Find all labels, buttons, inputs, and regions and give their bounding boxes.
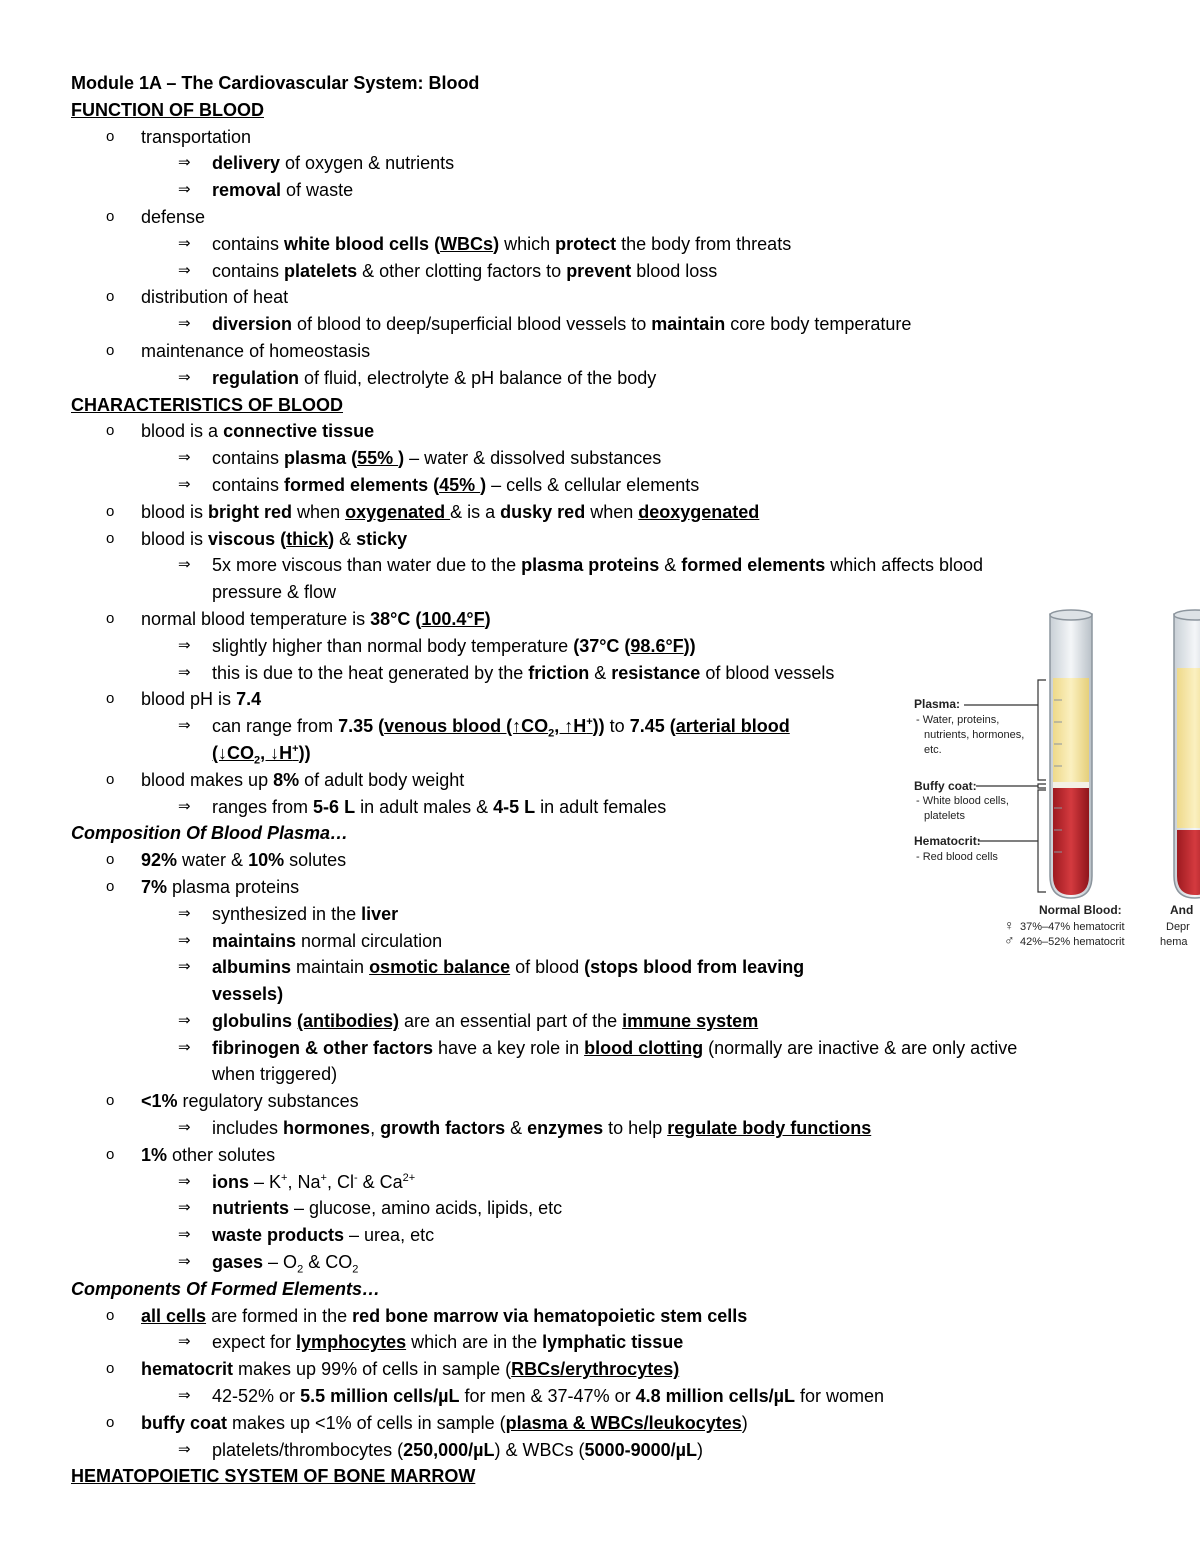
list-item: o blood is a connective tissue: [71, 418, 1196, 445]
bullet-icon: o: [106, 1413, 115, 1431]
red-blood-cell-layer: [1053, 788, 1089, 895]
list-item: ⇒ platelets/thrombocytes (250,000/µL) & WBCs (5000-9000/µL): [71, 1437, 1196, 1464]
plasma-desc-line: etc.: [924, 744, 942, 756]
list-item: o 92% water & 10% solutes: [71, 847, 1196, 874]
arrow-icon: ⇒: [178, 797, 191, 815]
arrow-icon: ⇒: [178, 368, 191, 386]
list-item: o transportation: [71, 124, 1196, 151]
arrow-icon: ⇒: [178, 958, 191, 976]
buffy-desc-line: - White blood cells,: [916, 795, 1009, 807]
list-item: o hematocrit makes up 99% of cells in sample (RBCs/erythrocytes): [71, 1356, 1196, 1383]
list-item: ⇒ albumins maintain osmotic balance of blood (stops blood from leaving: [71, 954, 1196, 981]
list-item: ⇒ delivery of oxygen & nutrients: [71, 150, 1196, 177]
arrow-icon: ⇒: [178, 234, 191, 252]
bullet-icon: o: [106, 529, 115, 547]
normal-blood-label: Normal Blood:: [1039, 903, 1122, 917]
second-tube-label: And: [1170, 903, 1194, 917]
subheading-plasma-composition: Composition Of Blood Plasma…: [71, 823, 349, 844]
list-item: ⇒ regulation of fluid, electrolyte & pH balance of the body: [71, 365, 1196, 392]
list-item: ⇒ contains plasma (55% ) – water & dissolved substances: [71, 445, 1196, 472]
arrow-icon: ⇒: [178, 717, 191, 735]
list-item: o blood makes up 8% of adult body weight: [71, 767, 1196, 794]
second-rbc-layer: [1177, 830, 1200, 895]
bullet-icon: o: [106, 770, 115, 788]
bullet-icon: o: [106, 851, 115, 869]
list-item: o blood is bright red when oxygenated & is a dusky red when deoxygenated: [71, 499, 1196, 526]
list-item: ⇒ synthesized in the liver: [71, 901, 1196, 928]
list-item: ⇒ includes hormones, growth factors & enzymes to help regulate body functions: [71, 1115, 1196, 1142]
male-icon: ♂: [1004, 932, 1015, 948]
arrow-icon: ⇒: [178, 904, 191, 922]
list-item: o <1% regulatory substances: [71, 1088, 1196, 1115]
arrow-icon: ⇒: [178, 475, 191, 493]
list-item: o distribution of heat: [71, 284, 1196, 311]
list-item: ⇒ ranges from 5-6 L in adult males & 4-5 L in adult females: [71, 794, 1196, 821]
arrow-icon: ⇒: [178, 181, 191, 199]
arrow-icon: ⇒: [178, 449, 191, 467]
arrow-icon: ⇒: [178, 1038, 191, 1056]
bullet-icon: o: [106, 690, 115, 708]
second-tube-rim: [1174, 610, 1200, 620]
list-item: ⇒ waste products – urea, etc: [71, 1222, 1196, 1249]
list-item: o defense: [71, 204, 1196, 231]
list-item: ⇒ contains platelets & other clotting factors to prevent blood loss: [71, 258, 1196, 285]
list-item-continuation: vessels): [212, 984, 284, 1005]
buffy-coat-label: Buffy coat:: [914, 779, 977, 793]
bullet-icon: o: [106, 609, 115, 627]
arrow-icon: ⇒: [178, 636, 191, 654]
arrow-icon: ⇒: [178, 154, 191, 172]
male-hematocrit: 42%–52% hematocrit: [1020, 936, 1125, 948]
hematocrit-label: Hematocrit:: [914, 834, 981, 848]
bullet-icon: o: [106, 207, 115, 225]
list-item: ⇒ ions – K+, Na+, Cl- & $Ca^{2+}$: [71, 1169, 1196, 1196]
list-item-continuation: pressure & flow: [212, 582, 337, 603]
list-item: ⇒ gases – $O_2$ & $CO_2$: [71, 1249, 1196, 1276]
second-tube-desc: Depr: [1166, 921, 1190, 933]
hematocrit-desc: - Red blood cells: [916, 851, 998, 863]
arrow-icon: ⇒: [178, 1119, 191, 1137]
list-item: ⇒ contains formed elements (45% ) – cells & cellular elements: [71, 472, 1196, 499]
list-item: ⇒ diversion of blood to deep/superficial blood vessels to maintain core body temperature: [71, 311, 1196, 338]
list-item-continuation: ($↓CO_2$, ↓H+)): [212, 742, 311, 767]
arrow-icon: ⇒: [178, 663, 191, 681]
list-item: ⇒ nutrients – glucose, amino acids, lipids, etc: [71, 1195, 1196, 1222]
arrow-icon: ⇒: [178, 1387, 191, 1405]
arrow-icon: ⇒: [178, 315, 191, 333]
blood-test-tube-figure: [908, 608, 1200, 953]
arrow-icon: ⇒: [178, 931, 191, 949]
list-item: ⇒ fibrinogen & other factors have a key role in blood clotting (normally are inactive & are only active: [71, 1035, 1196, 1062]
buffy-coat-layer: [1053, 782, 1089, 788]
bullet-icon: o: [106, 502, 115, 520]
second-tube-desc: hema: [1160, 936, 1188, 948]
section-heading-hematopoietic: HEMATOPOIETIC SYSTEM OF BONE MARROW: [71, 1466, 476, 1487]
section-heading-function: FUNCTION OF BLOOD: [71, 99, 264, 120]
list-item: o all cells are formed in the red bone marrow via hematopoietic stem cells: [71, 1303, 1196, 1330]
subheading-formed-elements: Components Of Formed Elements…: [71, 1278, 381, 1299]
section-heading-characteristics: CHARACTERISTICS OF BLOOD: [71, 394, 343, 415]
plasma-desc-line: - Water, proteins,: [916, 714, 1000, 726]
list-item: o 1% other solutes: [71, 1142, 1196, 1169]
list-item: ⇒ globulins (antibodies) are an essential part of the immune system: [71, 1008, 1196, 1035]
arrow-icon: ⇒: [178, 1226, 191, 1244]
list-item: ⇒ can range from 7.35 (venous blood ($↑CO_2$, ↑H+)) to 7.45 (arterial blood: [71, 713, 1196, 740]
tube-rim: [1050, 610, 1092, 620]
bullet-icon: o: [106, 1092, 115, 1110]
bullet-icon: o: [106, 1145, 115, 1163]
arrow-icon: ⇒: [178, 1333, 191, 1351]
bullet-icon: o: [106, 422, 115, 440]
buffy-desc-line: platelets: [924, 810, 965, 822]
bullet-icon: o: [106, 341, 115, 359]
female-hematocrit: 37%–47% hematocrit: [1020, 921, 1125, 933]
plasma-desc-line: nutrients, hormones,: [924, 729, 1025, 741]
list-item: o blood is viscous (thick) & sticky: [71, 526, 1196, 553]
bullet-icon: o: [106, 1306, 115, 1324]
arrow-icon: ⇒: [178, 1199, 191, 1217]
list-item: ⇒ expect for lymphocytes which are in the lymphatic tissue: [71, 1329, 1196, 1356]
bullet-icon: o: [106, 288, 115, 306]
plasma-label: Plasma:: [914, 697, 961, 711]
arrow-icon: ⇒: [178, 1011, 191, 1029]
arrow-icon: ⇒: [178, 556, 191, 574]
list-item: ⇒ contains white blood cells (WBCs) which protect the body from threats: [71, 231, 1196, 258]
list-item: ⇒ slightly higher than normal body temperature (37°C (98.6°F)): [71, 633, 1196, 660]
list-item: ⇒ 42-52% or 5.5 million cells/µL for men & 37-47% or 4.8 million cells/µL for women: [71, 1383, 1196, 1410]
list-item: o maintenance of homeostasis: [71, 338, 1196, 365]
arrow-icon: ⇒: [178, 1172, 191, 1190]
list-item-continuation: when triggered): [212, 1064, 338, 1085]
list-item: o blood pH is 7.4: [71, 686, 1196, 713]
arrow-icon: ⇒: [178, 1253, 191, 1271]
female-icon: ♀: [1004, 917, 1015, 933]
list-item: ⇒ removal of waste: [71, 177, 1196, 204]
second-plasma-layer: [1177, 668, 1200, 828]
bullet-icon: o: [106, 1360, 115, 1378]
document-title: Module 1A – The Cardiovascular System: Blood: [71, 73, 480, 93]
arrow-icon: ⇒: [178, 1440, 191, 1458]
list-item: ⇒ maintains normal circulation: [71, 928, 1196, 955]
list-item: o normal blood temperature is 38°C (100.4°F): [71, 606, 1196, 633]
list-item: ⇒ 5x more viscous than water due to the plasma proteins & formed elements which affects blood: [71, 552, 1196, 579]
list-item: o 7% plasma proteins: [71, 874, 1196, 901]
arrow-icon: ⇒: [178, 261, 191, 279]
list-item: o buffy coat makes up <1% of cells in sample (plasma & WBCs/leukocytes): [71, 1410, 1196, 1437]
list-item: ⇒ this is due to the heat generated by the friction & resistance of blood vessels: [71, 660, 1196, 687]
bullet-icon: o: [106, 127, 115, 145]
bullet-icon: o: [106, 877, 115, 895]
